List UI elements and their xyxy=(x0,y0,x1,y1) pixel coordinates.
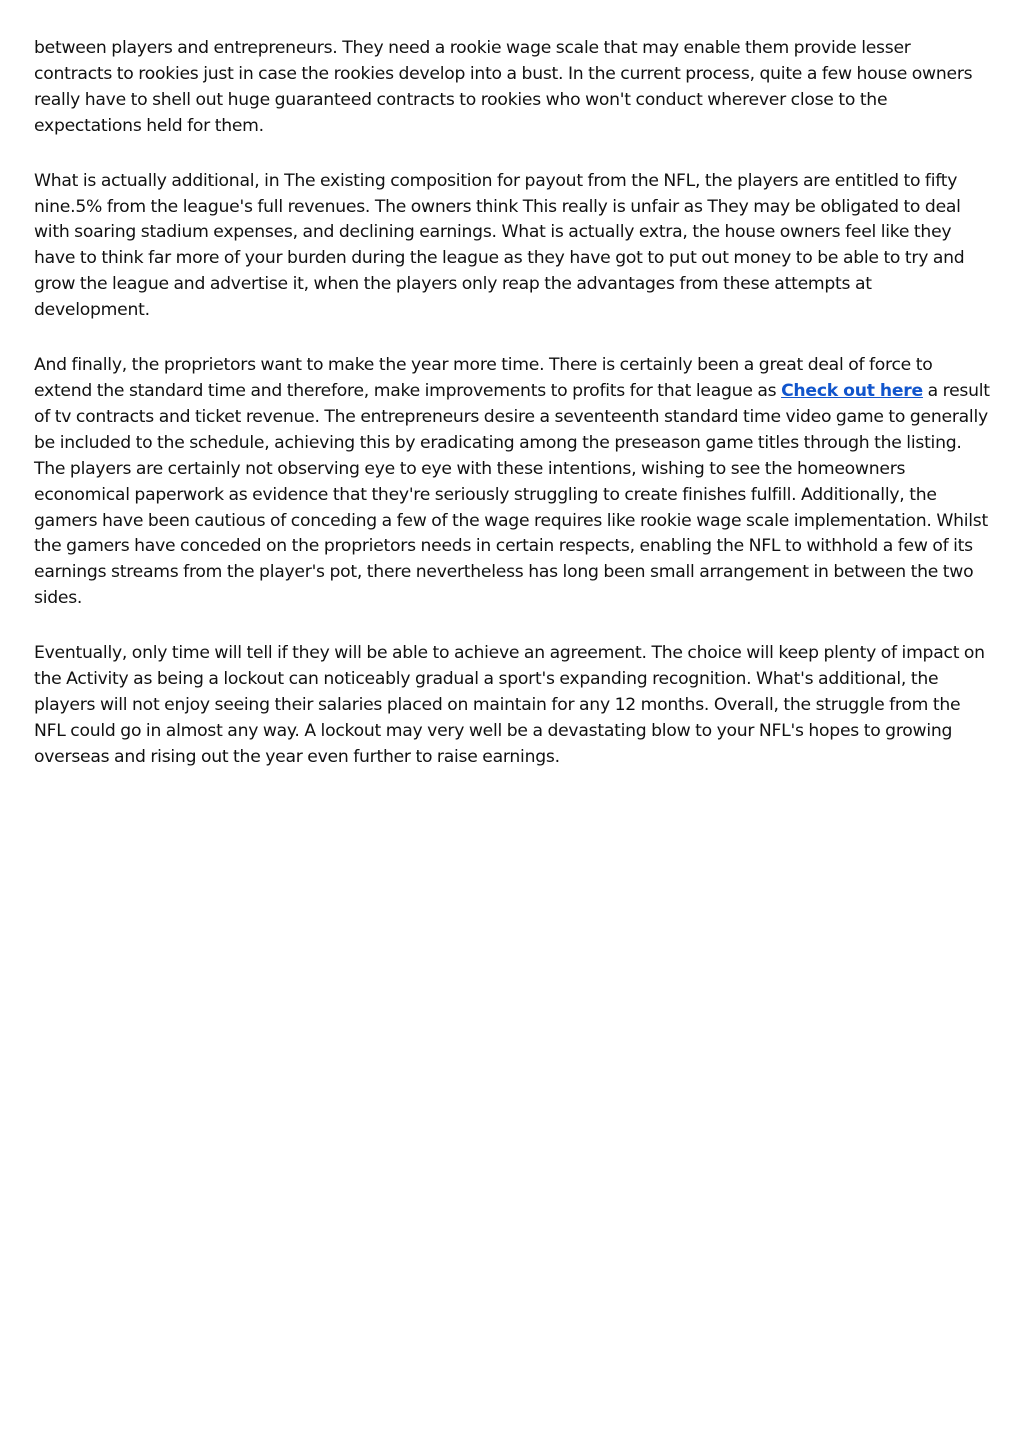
document-body xyxy=(34,36,992,800)
check-out-here-link[interactable]: Check out here xyxy=(781,380,923,401)
paragraph-revenue-share: What is actually additional, in The existing composition for payout from the NFL, the players are entitled to fifty nine.5% from the league's full revenues. The owners think This really is unfair as They may be obligated to deal with soaring stadium expenses, and declining earnings. What is actually extra, the house owners feel like they have to think far more of your burden during the league as they have got to put out money to be able to try and grow the league and advertise it, when the players only reap the advantages from these attempts at development. xyxy=(34,170,965,321)
paragraph-rookie-wage: between players and entrepreneurs. They need a rookie wage scale that may enable them provide lesser contracts to rookies just in case the rookies develop into a bust. In the current process, quite a few house owners really have to shell out huge guaranteed contracts to rookies who won't conduct wherever close to the expectations held for them. xyxy=(34,38,973,136)
paragraph-conclusion: Eventually, only time will tell if they will be able to achieve an agreement. The choice will keep plenty of impact on the Activity as being a lockout can noticeably gradual a sport's expanding recognition. What's additional, the players will not enjoy seeing their salaries placed on maintain for any 12 months. Overall, the struggle from the NFL could go in almost any way. A lockout may very well be a devastating blow to your NFL's hopes to growing overseas and rising out the year even further to raise earnings. xyxy=(34,643,985,767)
paragraph-text-after-link: a result of tv contracts and ticket revenue. The entrepreneurs desire a seventeenth standard time video game to generally be included to the schedule, achieving this by eradicating among the preseason game titles through the listing. The players are certainly not observing eye to eye with these intentions, wishing to see the homeowners economical paperwork as evidence that they're seriously struggling to create finishes fulfill. Additionally, the gamers have been cautious of conceding a few of the wage requires like rookie wage scale implementation. Whilst the gamers have conceded on the proprietors needs in certain respects, enabling the NFL to withhold a few of its earnings streams from the player's pot, there nevertheless has long been small arrangement in between the two sides. xyxy=(34,380,990,609)
paragraph-season-length xyxy=(34,353,992,612)
paragraph-text-before-link: And finally, the proprietors want to make the year more time. There is certainly been a great deal of force to extend the standard time and therefore, make improvements to profits for that league as xyxy=(34,355,933,401)
